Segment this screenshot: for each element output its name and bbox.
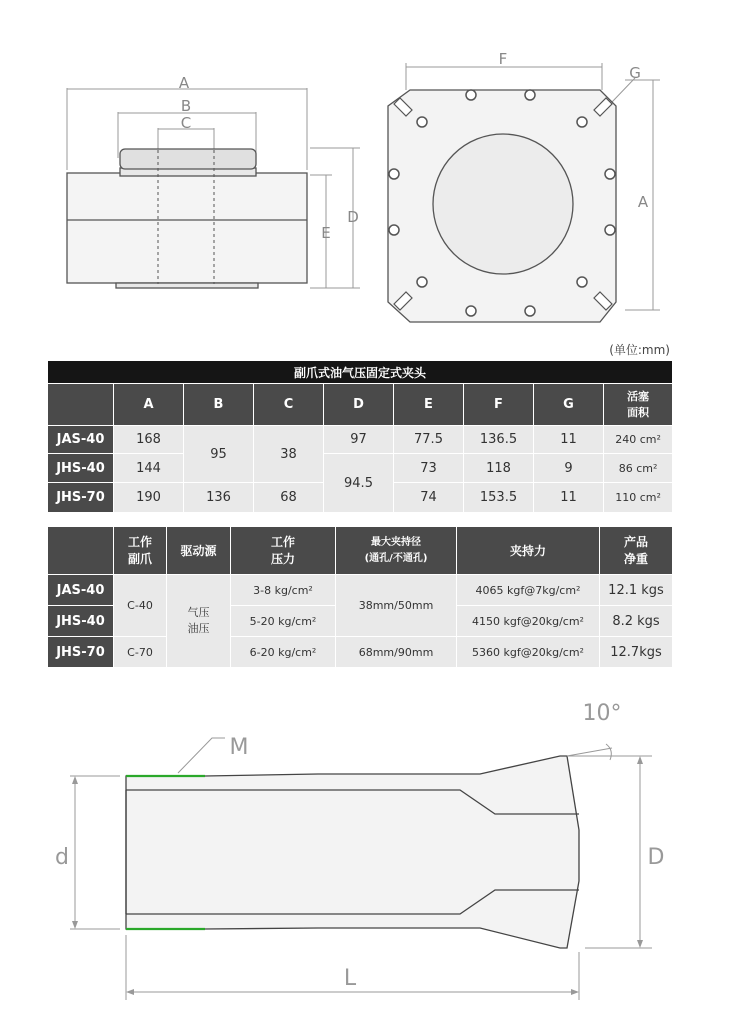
label-angle: 10°	[582, 701, 622, 726]
header-grip	[336, 527, 457, 575]
dimension-table	[47, 360, 673, 513]
header-grip-line1: 最大夹持径	[371, 536, 421, 548]
cell: 6-20 kg/cm²	[231, 637, 336, 668]
cell: 12.1 kgs	[600, 575, 673, 606]
row-label: JHS-70	[48, 637, 114, 668]
corner-cell	[48, 527, 114, 575]
header-pressure: 工作 压力	[231, 527, 336, 575]
label-A: A	[178, 74, 190, 92]
header-area: 活塞 面积	[604, 384, 673, 426]
cell-merged: 38mm/50mm	[336, 575, 457, 637]
label-B: B	[180, 97, 192, 115]
label-D-bottom: D	[647, 845, 665, 870]
cell-merged: 94.5	[324, 454, 394, 513]
label-E: E	[321, 224, 331, 242]
header-E: E	[394, 384, 464, 426]
cell: C-70	[114, 637, 167, 668]
label-C: C	[180, 114, 192, 132]
cell: 5-20 kg/cm²	[231, 606, 336, 637]
header-jaw: 工作 副爪	[114, 527, 167, 575]
cell-merged: 95	[184, 426, 254, 483]
cell: 11	[534, 483, 604, 513]
drive-cell	[167, 575, 231, 668]
cell: 11	[534, 426, 604, 454]
cell: 153.5	[464, 483, 534, 513]
cell: 9	[534, 454, 604, 483]
row-label: JAS-40	[48, 575, 114, 606]
cell: 136.5	[464, 426, 534, 454]
label-M: M	[229, 735, 249, 760]
label-F: F	[498, 50, 508, 68]
cell: 144	[114, 454, 184, 483]
header-force: 夹持力	[457, 527, 600, 575]
header-grip-line2: (通孔/不通孔)	[364, 552, 428, 564]
cell: 12.7kgs	[600, 637, 673, 668]
row-label: JAS-40	[48, 426, 114, 454]
row-label: JHS-40	[48, 606, 114, 637]
label-L: L	[343, 966, 357, 991]
cell: 168	[114, 426, 184, 454]
collet-drawing	[40, 690, 700, 1010]
cell: 4065 kgf@7kg/cm²	[457, 575, 600, 606]
header-F: F	[464, 384, 534, 426]
cell: 73	[394, 454, 464, 483]
header-B: B	[184, 384, 254, 426]
header-drive: 驱动源	[167, 527, 231, 575]
header-weight: 产品 净重	[600, 527, 673, 575]
header-D: D	[324, 384, 394, 426]
cell: 240 cm²	[604, 426, 673, 454]
header-A: A	[114, 384, 184, 426]
drive-line2: 油压	[187, 622, 210, 635]
label-G: G	[629, 64, 641, 82]
unit-note: (单位:mm)	[609, 343, 670, 357]
corner-cell	[48, 384, 114, 426]
row-label: JHS-40	[48, 454, 114, 483]
side-view-drawing	[40, 60, 370, 300]
header-G: G	[534, 384, 604, 426]
label-d: d	[55, 845, 69, 870]
cell-merged: C-40	[114, 575, 167, 637]
cell-merged: 38	[254, 426, 324, 483]
drive-line1: 气压	[187, 606, 210, 619]
table-title: 副爪式油气压固定式夹头	[48, 361, 673, 384]
header-C: C	[254, 384, 324, 426]
cell: 5360 kgf@20kg/cm²	[457, 637, 600, 668]
cell: 136	[184, 483, 254, 513]
label-D: D	[347, 208, 359, 226]
row-label: JHS-70	[48, 483, 114, 513]
cell: 3-8 kg/cm²	[231, 575, 336, 606]
label-A-right: A	[637, 193, 649, 211]
cell: 8.2 kgs	[600, 606, 673, 637]
cell: 68	[254, 483, 324, 513]
cell: 190	[114, 483, 184, 513]
cell: 110 cm²	[604, 483, 673, 513]
cell: 118	[464, 454, 534, 483]
top-view-drawing	[370, 40, 670, 340]
cell: 68mm/90mm	[336, 637, 457, 668]
spec-table	[47, 526, 673, 668]
cell: 86 cm²	[604, 454, 673, 483]
cell: 4150 kgf@20kg/cm²	[457, 606, 600, 637]
cell: 77.5	[394, 426, 464, 454]
cell: 74	[394, 483, 464, 513]
cell: 97	[324, 426, 394, 454]
